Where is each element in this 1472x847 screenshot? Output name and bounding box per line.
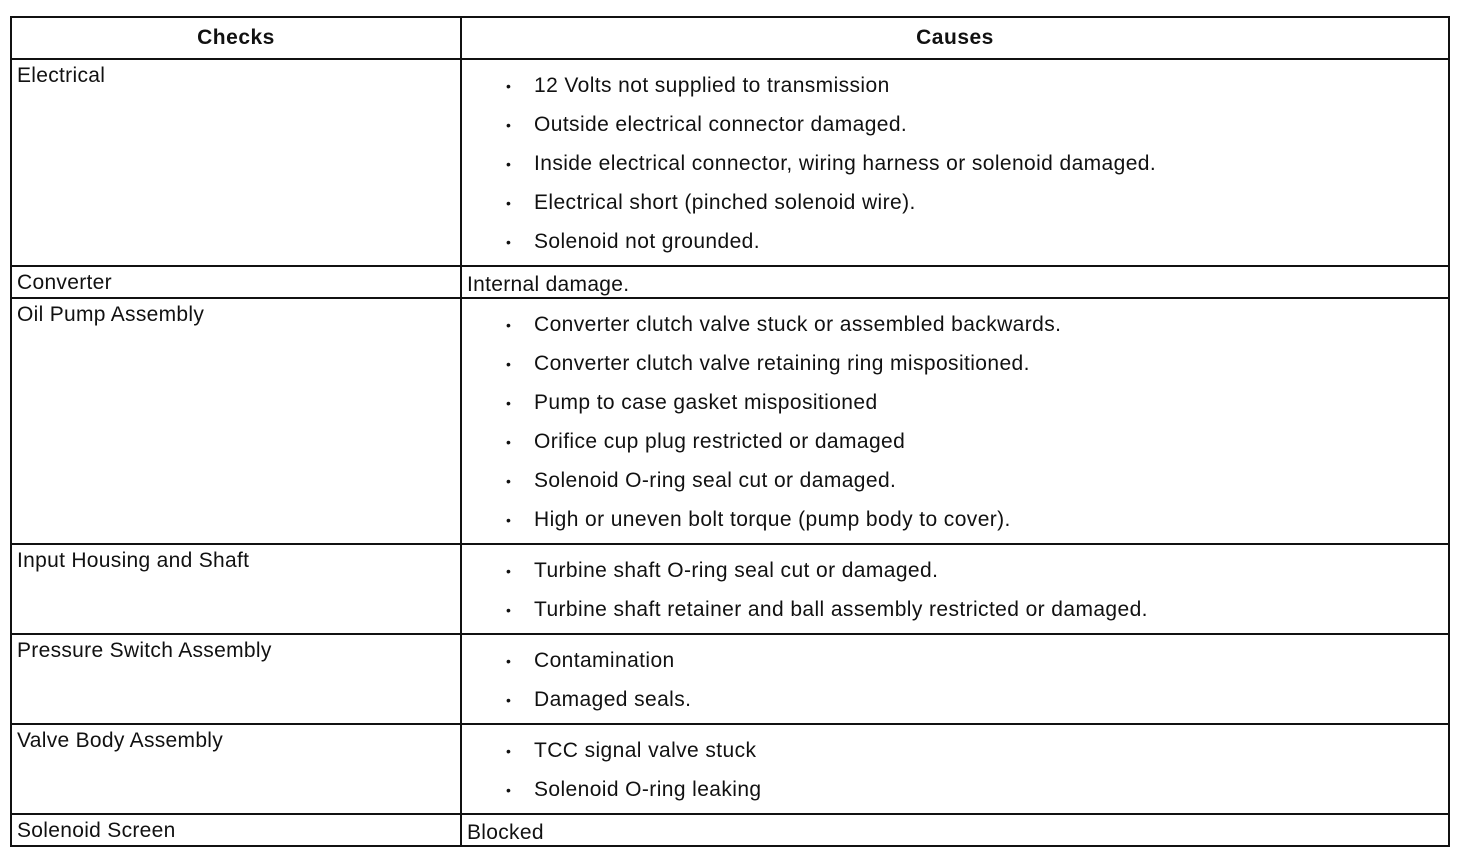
bullet-icon: • — [506, 116, 512, 133]
causes-cell: Blocked — [461, 814, 1449, 846]
check-cell: Oil Pump Assembly — [11, 298, 461, 544]
cause-item — [506, 222, 1448, 261]
cause-list — [462, 60, 1448, 265]
causes-cell: Internal damage. — [461, 266, 1449, 298]
cause-text: 12 Volts not supplied to transmission — [534, 74, 890, 97]
cause-item — [506, 590, 1448, 629]
cause-item — [506, 770, 1448, 809]
bullet-icon: • — [506, 233, 512, 250]
cause-text: Contamination — [534, 649, 675, 672]
causes-cell — [461, 634, 1449, 724]
cause-item — [506, 105, 1448, 144]
causes-cell — [461, 298, 1449, 544]
table-row — [11, 724, 1449, 814]
cause-text: Converter clutch valve retaining ring mispositioned. — [534, 352, 1030, 375]
bullet-icon: • — [506, 472, 512, 489]
bullet-icon: • — [506, 77, 512, 94]
table-row — [11, 544, 1449, 634]
cause-text: Pump to case gasket mispositioned — [534, 391, 878, 414]
causes-cell — [461, 544, 1449, 634]
table-header — [11, 17, 1449, 59]
cause-item — [506, 551, 1448, 590]
cause-text: Converter clutch valve stuck or assembled backwards. — [534, 313, 1062, 336]
bullet-icon: • — [506, 511, 512, 528]
cause-item — [506, 383, 1448, 422]
cause-text: Inside electrical connector, wiring harness or solenoid damaged. — [534, 152, 1157, 175]
cause-item — [506, 183, 1448, 222]
cause-item — [506, 641, 1448, 680]
cause-list — [462, 725, 1448, 813]
cause-item — [506, 731, 1448, 770]
cause-item — [506, 305, 1448, 344]
header-checks: Checks — [11, 17, 461, 59]
diagnosis-table — [10, 16, 1450, 847]
check-cell: Input Housing and Shaft — [11, 544, 461, 634]
cause-text: Solenoid not grounded. — [534, 230, 760, 253]
bullet-icon: • — [506, 194, 512, 211]
bullet-icon: • — [506, 601, 512, 618]
bullet-icon: • — [506, 691, 512, 708]
check-cell: Pressure Switch Assembly — [11, 634, 461, 724]
bullet-icon: • — [506, 433, 512, 450]
bullet-icon: • — [506, 781, 512, 798]
table-row — [11, 634, 1449, 724]
cause-item — [506, 422, 1448, 461]
table-row — [11, 814, 1449, 846]
bullet-icon: • — [506, 562, 512, 579]
table-row — [11, 298, 1449, 544]
cause-list — [462, 299, 1448, 543]
cause-text: Solenoid O-ring leaking — [534, 778, 762, 801]
table-row — [11, 59, 1449, 266]
check-cell: Electrical — [11, 59, 461, 266]
cause-item — [506, 66, 1448, 105]
header-row — [11, 17, 1449, 59]
cause-text: Turbine shaft retainer and ball assembly restricted or damaged. — [534, 598, 1148, 621]
bullet-icon: • — [506, 394, 512, 411]
cause-item — [506, 461, 1448, 500]
cause-text: Solenoid O-ring seal cut or damaged. — [534, 469, 897, 492]
cause-text: Orifice cup plug restricted or damaged — [534, 430, 906, 453]
cause-item — [506, 344, 1448, 383]
cause-text: TCC signal valve stuck — [534, 739, 757, 762]
bullet-icon: • — [506, 155, 512, 172]
cause-item — [506, 144, 1448, 183]
cause-text: Electrical short (pinched solenoid wire). — [534, 191, 916, 214]
cause-text: Outside electrical connector damaged. — [534, 113, 908, 136]
header-causes: Causes — [461, 17, 1449, 59]
cause-text: High or uneven bolt torque (pump body to cover). — [534, 508, 1011, 531]
check-cell: Valve Body Assembly — [11, 724, 461, 814]
cause-item — [506, 680, 1448, 719]
table-row — [11, 266, 1449, 298]
causes-cell — [461, 724, 1449, 814]
table-body — [11, 59, 1449, 846]
bullet-icon: • — [506, 742, 512, 759]
check-cell: Solenoid Screen — [11, 814, 461, 846]
cause-item — [506, 500, 1448, 539]
cause-text: Turbine shaft O-ring seal cut or damaged. — [534, 559, 939, 582]
check-cell: Converter — [11, 266, 461, 298]
cause-list — [462, 635, 1448, 723]
cause-list — [462, 545, 1448, 633]
cause-text: Damaged seals. — [534, 688, 692, 711]
bullet-icon: • — [506, 652, 512, 669]
causes-cell — [461, 59, 1449, 266]
bullet-icon: • — [506, 316, 512, 333]
bullet-icon: • — [506, 355, 512, 372]
